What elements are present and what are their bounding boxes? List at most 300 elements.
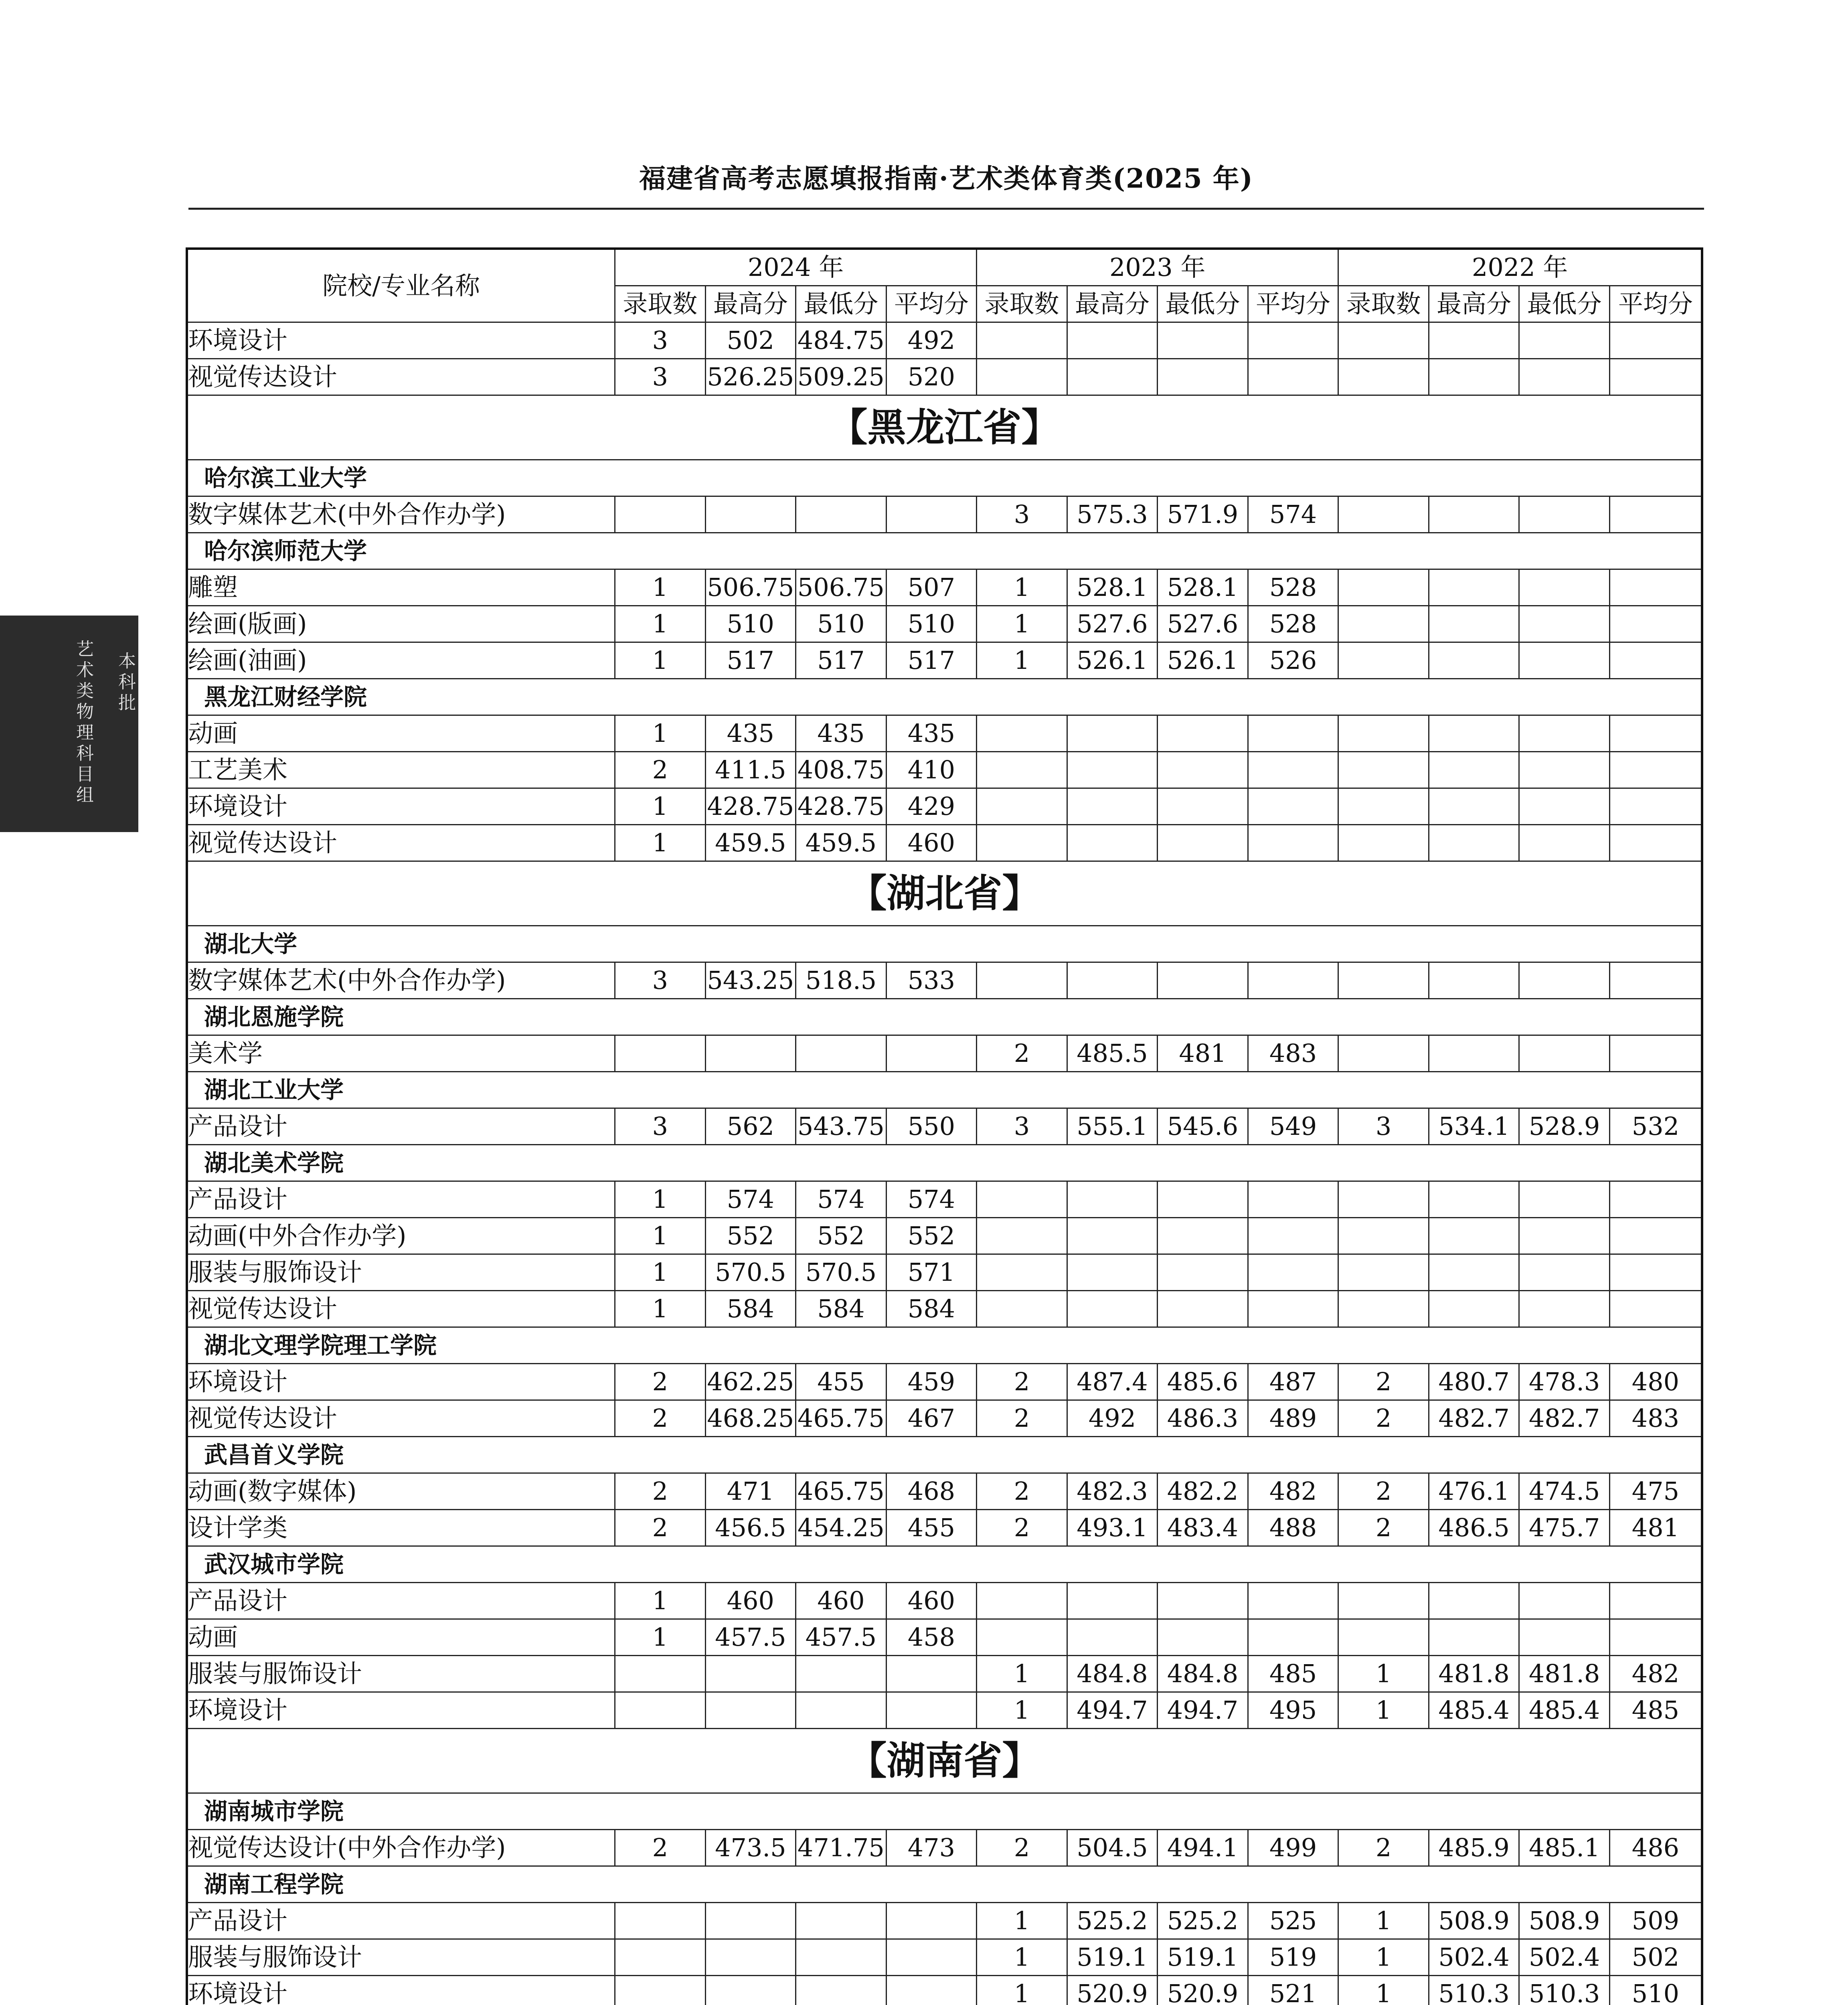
name-column-header: 院校/专业名称 (187, 249, 615, 322)
cell-2023-avg: 489 (1248, 1400, 1338, 1437)
cell-2024-admitted: 1 (615, 1619, 706, 1656)
table-row (187, 1656, 1702, 1692)
province-name: 【湖南省】 (187, 1729, 1702, 1793)
table-row (187, 642, 1702, 679)
cell-2023-min (1158, 1583, 1248, 1619)
cell-2024-admitted: 2 (615, 1364, 706, 1400)
cell-2024-avg (886, 1692, 977, 1729)
cell-2023-max: 528.1 (1067, 569, 1158, 606)
cell-2023-avg: 528 (1248, 606, 1338, 642)
cell-2022-admitted: 2 (1338, 1830, 1429, 1866)
major-name: 服装与服饰设计 (187, 1939, 615, 1976)
cell-2022-admitted: 2 (1338, 1400, 1429, 1437)
col-header-min: 最低分 (796, 286, 887, 322)
cell-2022-admitted: 1 (1338, 1656, 1429, 1692)
cell-2023-admitted: 2 (977, 1400, 1067, 1437)
table-row (187, 496, 1702, 533)
cell-2024-max: 584 (705, 1291, 796, 1327)
cell-2023-avg: 521 (1248, 1976, 1338, 2005)
cell-2024-min: 506.75 (796, 569, 887, 606)
cell-2022-min (1519, 825, 1610, 861)
cell-2022-max (1429, 752, 1519, 788)
cell-2022-max (1429, 569, 1519, 606)
cell-2024-min: 574 (796, 1181, 887, 1218)
cell-2022-avg (1609, 825, 1702, 861)
cell-2022-avg (1609, 752, 1702, 788)
cell-2024-admitted: 2 (615, 1400, 706, 1437)
cell-2024-max: 570.5 (705, 1254, 796, 1291)
cell-2023-admitted (977, 962, 1067, 999)
school-row (187, 999, 1702, 1035)
cell-2024-avg (886, 1656, 977, 1692)
cell-2022-admitted (1338, 359, 1429, 395)
cell-2022-admitted (1338, 788, 1429, 825)
cell-2024-min (796, 1903, 887, 1939)
table-row (187, 1903, 1702, 1939)
school-row (187, 1546, 1702, 1583)
cell-2022-max (1429, 962, 1519, 999)
cell-2022-admitted (1338, 322, 1429, 359)
cell-2024-avg: 492 (886, 322, 977, 359)
cell-2022-max (1429, 606, 1519, 642)
cell-2022-min (1519, 569, 1610, 606)
table-row (187, 752, 1702, 788)
major-name: 视觉传达设计(中外合作办学) (187, 1830, 615, 1866)
cell-2024-admitted (615, 1035, 706, 1072)
cell-2024-min (796, 1692, 887, 1729)
cell-2023-max: 493.1 (1067, 1510, 1158, 1546)
cell-2023-avg: 499 (1248, 1830, 1338, 1866)
cell-2024-avg: 410 (886, 752, 977, 788)
cell-2023-admitted: 1 (977, 1976, 1067, 2005)
cell-2023-max (1067, 962, 1158, 999)
cell-2023-min: 481 (1158, 1035, 1248, 1072)
cell-2024-max: 456.5 (705, 1510, 796, 1546)
cell-2022-avg (1609, 715, 1702, 752)
cell-2023-min (1158, 1619, 1248, 1656)
cell-2023-max: 525.2 (1067, 1903, 1158, 1939)
cell-2024-avg: 460 (886, 825, 977, 861)
cell-2023-max (1067, 715, 1158, 752)
cell-2024-avg: 533 (886, 962, 977, 999)
cell-2024-max: 574 (705, 1181, 796, 1218)
cell-2023-min (1158, 1254, 1248, 1291)
cell-2022-admitted (1338, 1583, 1429, 1619)
cell-2024-admitted: 3 (615, 1108, 706, 1145)
school-row (187, 1793, 1702, 1830)
cell-2022-min (1519, 752, 1610, 788)
cell-2024-admitted (615, 1656, 706, 1692)
cell-2022-max (1429, 1619, 1519, 1656)
cell-2023-avg: 525 (1248, 1903, 1338, 1939)
major-name: 视觉传达设计 (187, 825, 615, 861)
cell-2024-min: 460 (796, 1583, 887, 1619)
cell-2024-avg (886, 1903, 977, 1939)
cell-2023-min: 526.1 (1158, 642, 1248, 679)
cell-2022-admitted (1338, 752, 1429, 788)
cell-2024-min: 459.5 (796, 825, 887, 861)
cell-2024-admitted: 3 (615, 962, 706, 999)
cell-2023-avg: 487 (1248, 1364, 1338, 1400)
cell-2022-min (1519, 1218, 1610, 1254)
cell-2024-avg: 584 (886, 1291, 977, 1327)
cell-2023-max (1067, 1254, 1158, 1291)
cell-2023-admitted (977, 1619, 1067, 1656)
cell-2022-max (1429, 715, 1519, 752)
school-name: 哈尔滨工业大学 (187, 460, 1702, 496)
major-name: 环境设计 (187, 1692, 615, 1729)
cell-2023-admitted: 2 (977, 1035, 1067, 1072)
cell-2024-min (796, 496, 887, 533)
cell-2023-min: 545.6 (1158, 1108, 1248, 1145)
cell-2024-admitted (615, 1939, 706, 1976)
major-name: 产品设计 (187, 1181, 615, 1218)
major-name: 绘画(版画) (187, 606, 615, 642)
cell-2022-min (1519, 1619, 1610, 1656)
major-name: 视觉传达设计 (187, 359, 615, 395)
province-row (187, 395, 1702, 460)
cell-2024-min (796, 1939, 887, 1976)
cell-2022-admitted: 1 (1338, 1692, 1429, 1729)
cell-2022-avg: 480 (1609, 1364, 1702, 1400)
cell-2022-avg (1609, 1619, 1702, 1656)
major-name: 服装与服饰设计 (187, 1254, 615, 1291)
cell-2023-admitted (977, 825, 1067, 861)
cell-2024-admitted: 1 (615, 1291, 706, 1327)
major-name: 环境设计 (187, 322, 615, 359)
cell-2024-max: 526.25 (705, 359, 796, 395)
school-name: 武汉城市学院 (187, 1546, 1702, 1583)
cell-2022-max: 485.9 (1429, 1830, 1519, 1866)
cell-2023-min (1158, 715, 1248, 752)
table-row (187, 1254, 1702, 1291)
school-row (187, 679, 1702, 715)
cell-2023-max (1067, 1583, 1158, 1619)
cell-2023-admitted: 2 (977, 1510, 1067, 1546)
cell-2022-max: 508.9 (1429, 1903, 1519, 1939)
cell-2023-min: 485.6 (1158, 1364, 1248, 1400)
cell-2023-admitted: 1 (977, 1939, 1067, 1976)
school-row (187, 1072, 1702, 1108)
cell-2022-max: 481.8 (1429, 1656, 1519, 1692)
cell-2024-max: 435 (705, 715, 796, 752)
cell-2022-min: 478.3 (1519, 1364, 1610, 1400)
cell-2024-admitted: 1 (615, 825, 706, 861)
table-row (187, 1830, 1702, 1866)
cell-2023-min (1158, 962, 1248, 999)
cell-2022-min (1519, 606, 1610, 642)
cell-2022-avg: 486 (1609, 1830, 1702, 1866)
cell-2022-min: 510.3 (1519, 1976, 1610, 2005)
major-name: 动画(中外合作办学) (187, 1218, 615, 1254)
cell-2024-admitted (615, 1903, 706, 1939)
cell-2024-admitted: 1 (615, 715, 706, 752)
cell-2023-min (1158, 1291, 1248, 1327)
cell-2023-avg (1248, 1291, 1338, 1327)
school-name: 湖南工程学院 (187, 1866, 1702, 1903)
cell-2024-avg: 520 (886, 359, 977, 395)
cell-2024-min: 584 (796, 1291, 887, 1327)
cell-2023-admitted: 1 (977, 1692, 1067, 1729)
cell-2023-min: 494.7 (1158, 1692, 1248, 1729)
school-name: 湖南城市学院 (187, 1793, 1702, 1830)
cell-2023-min: 486.3 (1158, 1400, 1248, 1437)
cell-2023-max (1067, 788, 1158, 825)
cell-2022-avg: 481 (1609, 1510, 1702, 1546)
col-header-admitted: 录取数 (1338, 286, 1429, 322)
major-name: 视觉传达设计 (187, 1400, 615, 1437)
cell-2022-admitted: 2 (1338, 1510, 1429, 1546)
header-divider (188, 208, 1704, 210)
province-row (187, 861, 1702, 926)
cell-2022-min (1519, 1583, 1610, 1619)
year-header-2023: 2023 年 (977, 249, 1338, 286)
cell-2022-avg: 475 (1609, 1473, 1702, 1510)
cell-2022-avg: 510 (1609, 1976, 1702, 2005)
cell-2022-min (1519, 359, 1610, 395)
cell-2024-avg (886, 496, 977, 533)
school-name: 黑龙江财经学院 (187, 679, 1702, 715)
cell-2022-admitted: 2 (1338, 1364, 1429, 1400)
cell-2022-min: 481.8 (1519, 1656, 1610, 1692)
cell-2024-avg: 429 (886, 788, 977, 825)
table-row (187, 1400, 1702, 1437)
school-name: 湖北工业大学 (187, 1072, 1702, 1108)
cell-2024-admitted (615, 1976, 706, 2005)
cell-2024-avg: 517 (886, 642, 977, 679)
major-name: 美术学 (187, 1035, 615, 1072)
cell-2023-min: 494.1 (1158, 1830, 1248, 1866)
cell-2023-max (1067, 752, 1158, 788)
cell-2024-max (705, 1656, 796, 1692)
cell-2022-avg (1609, 322, 1702, 359)
major-name: 动画 (187, 1619, 615, 1656)
cell-2022-max: 476.1 (1429, 1473, 1519, 1510)
cell-2022-avg: 483 (1609, 1400, 1702, 1437)
cell-2022-max: 485.4 (1429, 1692, 1519, 1729)
cell-2022-avg: 502 (1609, 1939, 1702, 1976)
cell-2024-max: 517 (705, 642, 796, 679)
cell-2023-min (1158, 788, 1248, 825)
col-header-min: 最低分 (1519, 286, 1610, 322)
cell-2024-max: 562 (705, 1108, 796, 1145)
side-tab-subject-label: 艺术类物理科目组 (73, 640, 93, 806)
cell-2023-max (1067, 1218, 1158, 1254)
major-name: 数字媒体艺术(中外合作办学) (187, 962, 615, 999)
cell-2024-admitted: 3 (615, 322, 706, 359)
cell-2022-admitted: 3 (1338, 1108, 1429, 1145)
cell-2022-max: 482.7 (1429, 1400, 1519, 1437)
cell-2022-min (1519, 1035, 1610, 1072)
cell-2023-admitted: 2 (977, 1830, 1067, 1866)
cell-2022-avg (1609, 569, 1702, 606)
school-row (187, 460, 1702, 496)
cell-2023-admitted: 1 (977, 642, 1067, 679)
col-header-avg: 平均分 (1248, 286, 1338, 322)
cell-2022-min: 508.9 (1519, 1903, 1610, 1939)
cell-2024-avg: 435 (886, 715, 977, 752)
cell-2024-avg (886, 1939, 977, 1976)
cell-2022-max: 480.7 (1429, 1364, 1519, 1400)
cell-2024-min: 570.5 (796, 1254, 887, 1291)
table-row (187, 715, 1702, 752)
cell-2023-max (1067, 322, 1158, 359)
cell-2022-max: 534.1 (1429, 1108, 1519, 1145)
cell-2022-min: 485.4 (1519, 1692, 1610, 1729)
cell-2024-min: 455 (796, 1364, 887, 1400)
cell-2022-min: 474.5 (1519, 1473, 1610, 1510)
cell-2022-max (1429, 642, 1519, 679)
school-name: 湖北美术学院 (187, 1145, 1702, 1181)
major-name: 绘画(油画) (187, 642, 615, 679)
cell-2023-min: 527.6 (1158, 606, 1248, 642)
cell-2024-avg (886, 1035, 977, 1072)
cell-2022-min (1519, 1291, 1610, 1327)
cell-2023-avg: 574 (1248, 496, 1338, 533)
cell-2023-max: 485.5 (1067, 1035, 1158, 1072)
page-header-title: 福建省高考志愿填报指南·艺术类体育类(2025 年) (639, 163, 1254, 194)
school-name: 湖北文理学院理工学院 (187, 1327, 1702, 1364)
table-row (187, 1976, 1702, 2005)
cell-2023-avg: 549 (1248, 1108, 1338, 1145)
col-header-max: 最高分 (1067, 286, 1158, 322)
province-name: 【黑龙江省】 (187, 395, 1702, 460)
cell-2024-max (705, 1692, 796, 1729)
cell-2022-admitted: 2 (1338, 1473, 1429, 1510)
cell-2023-admitted: 1 (977, 1656, 1067, 1692)
cell-2024-avg: 507 (886, 569, 977, 606)
cell-2024-avg: 550 (886, 1108, 977, 1145)
cell-2024-min (796, 1656, 887, 1692)
cell-2022-max (1429, 1291, 1519, 1327)
cell-2023-avg: 488 (1248, 1510, 1338, 1546)
major-name: 环境设计 (187, 1976, 615, 2005)
major-name: 动画(数字媒体) (187, 1473, 615, 1510)
cell-2024-admitted: 1 (615, 1181, 706, 1218)
cell-2022-avg (1609, 1218, 1702, 1254)
table-row (187, 1035, 1702, 1072)
school-row (187, 1866, 1702, 1903)
cell-2023-max: 520.9 (1067, 1976, 1158, 2005)
cell-2022-admitted (1338, 1254, 1429, 1291)
cell-2022-max (1429, 359, 1519, 395)
table-row (187, 1181, 1702, 1218)
cell-2024-min: 518.5 (796, 962, 887, 999)
cell-2023-max: 526.1 (1067, 642, 1158, 679)
cell-2023-avg (1248, 1218, 1338, 1254)
cell-2023-avg (1248, 715, 1338, 752)
cell-2022-avg: 485 (1609, 1692, 1702, 1729)
cell-2024-max: 428.75 (705, 788, 796, 825)
cell-2023-min (1158, 752, 1248, 788)
cell-2023-admitted (977, 715, 1067, 752)
table-row (187, 825, 1702, 861)
cell-2023-admitted (977, 359, 1067, 395)
cell-2024-max: 411.5 (705, 752, 796, 788)
cell-2022-admitted (1338, 825, 1429, 861)
cell-2024-avg: 459 (886, 1364, 977, 1400)
cell-2022-max (1429, 1583, 1519, 1619)
cell-2022-min: 475.7 (1519, 1510, 1610, 1546)
major-name: 动画 (187, 715, 615, 752)
cell-2023-max: 527.6 (1067, 606, 1158, 642)
cell-2024-max: 502 (705, 322, 796, 359)
side-tab-batch-label: 本科批 (115, 652, 136, 714)
cell-2022-admitted (1338, 1218, 1429, 1254)
cell-2023-max: 482.3 (1067, 1473, 1158, 1510)
cell-2024-min: 428.75 (796, 788, 887, 825)
cell-2024-min: 465.75 (796, 1473, 887, 1510)
col-header-avg: 平均分 (1609, 286, 1702, 322)
cell-2024-avg: 552 (886, 1218, 977, 1254)
cell-2023-admitted (977, 1218, 1067, 1254)
cell-2023-max: 494.7 (1067, 1692, 1158, 1729)
table-row (187, 1692, 1702, 1729)
table-row (187, 1218, 1702, 1254)
school-row (187, 926, 1702, 962)
cell-2024-avg: 458 (886, 1619, 977, 1656)
cell-2022-max (1429, 1181, 1519, 1218)
cell-2024-max: 460 (705, 1583, 796, 1619)
cell-2022-max (1429, 825, 1519, 861)
cell-2023-max (1067, 359, 1158, 395)
cell-2022-min: 485.1 (1519, 1830, 1610, 1866)
cell-2024-max: 462.25 (705, 1364, 796, 1400)
cell-2022-avg (1609, 642, 1702, 679)
cell-2023-avg (1248, 752, 1338, 788)
cell-2023-admitted: 1 (977, 569, 1067, 606)
cell-2024-min: 408.75 (796, 752, 887, 788)
cell-2024-avg: 574 (886, 1181, 977, 1218)
cell-2023-min: 484.8 (1158, 1656, 1248, 1692)
cell-2022-max (1429, 1218, 1519, 1254)
cell-2023-admitted: 2 (977, 1473, 1067, 1510)
table-row (187, 1291, 1702, 1327)
province-row (187, 1729, 1702, 1793)
cell-2022-admitted (1338, 606, 1429, 642)
cell-2022-avg (1609, 1583, 1702, 1619)
table-row (187, 322, 1702, 359)
cell-2022-avg: 532 (1609, 1108, 1702, 1145)
cell-2024-avg: 571 (886, 1254, 977, 1291)
col-header-admitted: 录取数 (615, 286, 706, 322)
cell-2022-admitted (1338, 642, 1429, 679)
cell-2023-min (1158, 359, 1248, 395)
cell-2023-max (1067, 1291, 1158, 1327)
cell-2022-min (1519, 642, 1610, 679)
cell-2023-admitted: 2 (977, 1364, 1067, 1400)
cell-2024-admitted (615, 1692, 706, 1729)
cell-2023-admitted: 1 (977, 606, 1067, 642)
cell-2024-max: 473.5 (705, 1830, 796, 1866)
table-row (187, 1108, 1702, 1145)
cell-2023-avg (1248, 1619, 1338, 1656)
cell-2023-max (1067, 1619, 1158, 1656)
cell-2023-admitted: 3 (977, 1108, 1067, 1145)
cell-2023-avg: 482 (1248, 1473, 1338, 1510)
table-row (187, 788, 1702, 825)
cell-2022-avg (1609, 606, 1702, 642)
table-row (187, 1583, 1702, 1619)
cell-2024-min: 454.25 (796, 1510, 887, 1546)
province-name: 【湖北省】 (187, 861, 1702, 926)
cell-2022-min (1519, 715, 1610, 752)
year-header-2022: 2022 年 (1338, 249, 1702, 286)
major-name: 视觉传达设计 (187, 1291, 615, 1327)
cell-2023-min (1158, 1218, 1248, 1254)
cell-2022-admitted (1338, 962, 1429, 999)
cell-2024-min: 435 (796, 715, 887, 752)
